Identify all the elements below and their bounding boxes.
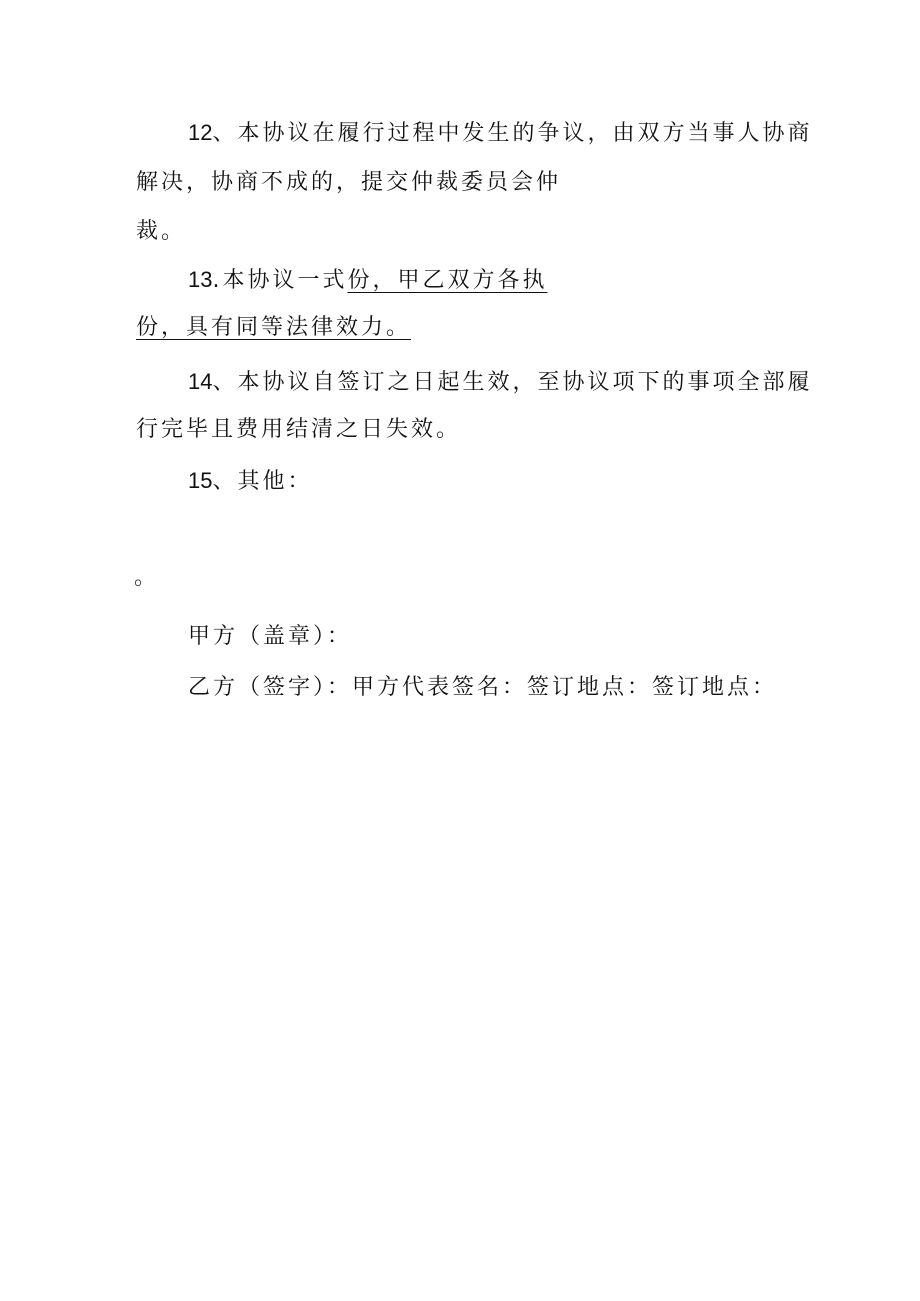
party-a-seal-line: 甲方（盖章）： — [188, 624, 353, 649]
underlined-text: 份，具有同等法律效力。 — [136, 315, 412, 340]
clause-13-line-2 — [136, 314, 411, 342]
clause-number: 14 — [188, 369, 213, 394]
clause-14-line-2: 行完毕且费用结清之日失效。 — [136, 417, 462, 442]
signature-line: 乙方（签字）：甲方代表签名：签订地点：签订地点： — [188, 675, 778, 700]
clause-number: 12 — [188, 120, 213, 145]
clause-12-line-1 — [188, 119, 813, 148]
clause-12-line-3: 裁。 — [136, 219, 187, 244]
stray-period: 。 — [134, 565, 160, 590]
underlined-text: 份，甲乙双方各执 — [347, 268, 548, 293]
clause-14-line-1 — [188, 368, 813, 397]
clause-number: 15 — [188, 468, 213, 493]
clause-13-line-1 — [188, 266, 548, 295]
clause-text: .本协议一式 — [212, 268, 348, 293]
clause-12-line-2: 解决，协商不成的，提交仲裁委员会仲 — [136, 170, 562, 195]
clause-number: 13 — [188, 267, 213, 292]
clause-text: 、本协议自签订之日起生效，至协议项下的事项全部履 — [212, 370, 813, 395]
clause-15-line-1 — [188, 467, 313, 496]
clause-text: 、本协议在履行过程中发生的争议，由双方当事人协商 — [212, 121, 813, 146]
clause-text: 、其他： — [212, 469, 313, 494]
